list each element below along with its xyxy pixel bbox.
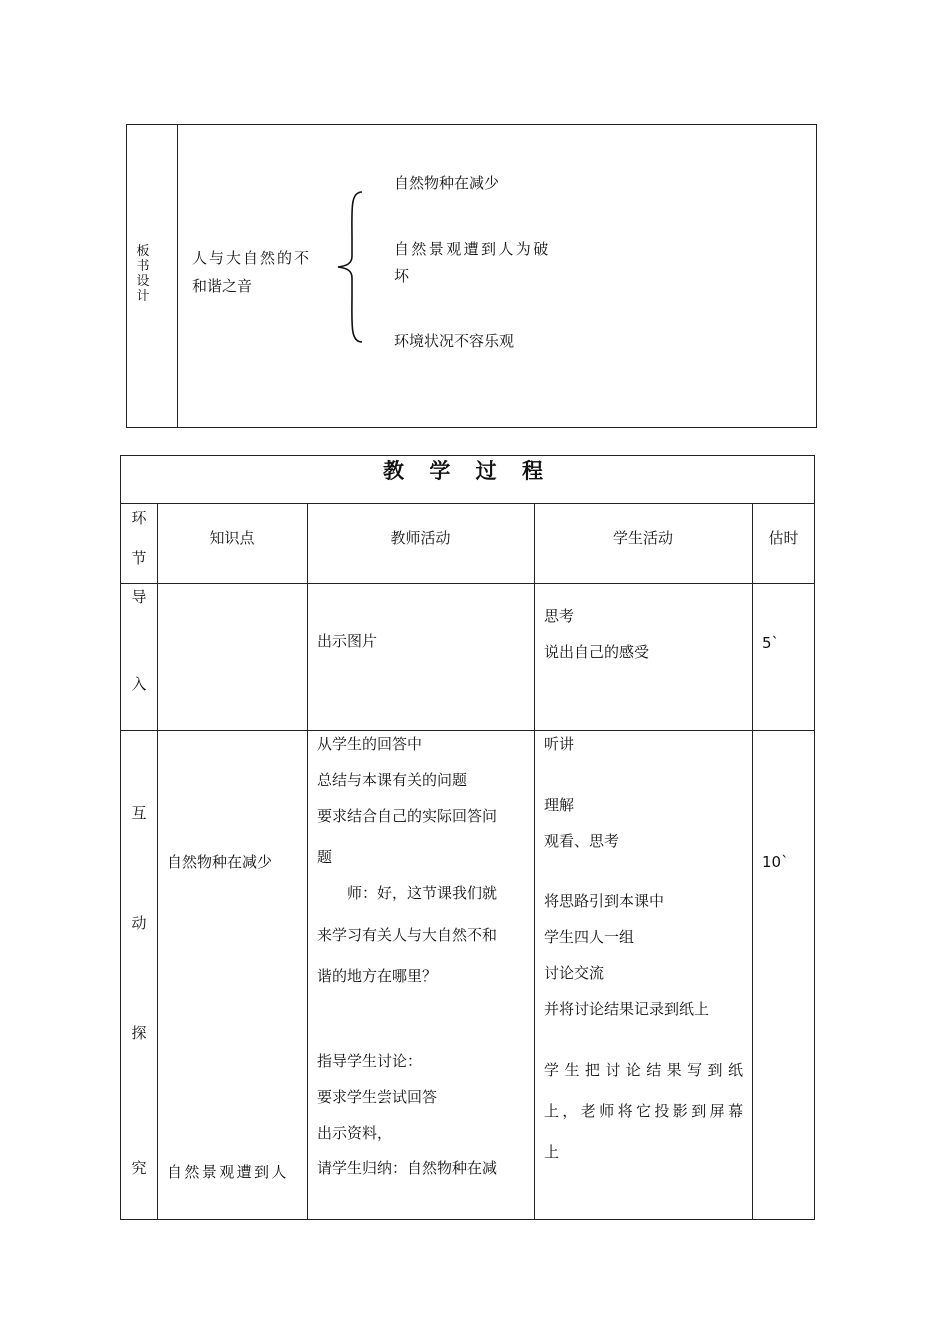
explore-knowledge-2: 自然景观遭到人 [167, 1163, 289, 1181]
explore-stage-char: 究 [131, 1159, 147, 1177]
intro-teacher-activity: 出示图片 [317, 632, 378, 650]
explore-student-line: 观看、思考 [544, 832, 620, 850]
explore-stage-char: 动 [131, 914, 147, 932]
header-time: 估时 [768, 529, 799, 547]
explore-student-line: 听讲 [544, 735, 575, 753]
explore-student-line: 将思路引到本课中 [544, 892, 665, 910]
explore-teacher-line: 从学生的回答中 [317, 735, 423, 753]
explore-knowledge-1: 自然物种在减少 [167, 853, 273, 871]
explore-student-line: 并将讨论结果记录到纸上 [544, 1000, 710, 1018]
intro-time: 5` [762, 634, 780, 652]
column-rule [157, 503, 158, 1220]
explore-teacher-line: 来学习有关人与大自然不和 [317, 926, 498, 944]
explore-teacher-line: 出示资料， [317, 1124, 393, 1142]
explore-student-line: 讨论交流 [544, 964, 605, 982]
board-divider [177, 124, 178, 428]
board-point-species: 自然物种在减少 [394, 174, 500, 192]
explore-student-line: 学生四人一组 [544, 928, 635, 946]
explore-stage-char: 探 [131, 1024, 147, 1042]
explore-teacher-line: 师：好，这节课我们就 [317, 884, 498, 902]
board-point-landscape-cont: 坏 [394, 267, 410, 285]
curly-brace-icon [334, 190, 364, 344]
board-topic-line2: 和谐之音 [192, 277, 253, 295]
board-label: 板书设计 [136, 244, 150, 304]
intro-stage-char2: 入 [131, 675, 147, 693]
column-rule [534, 503, 535, 1220]
header-teacher: 教师活动 [390, 529, 451, 547]
explore-student-line: 理解 [544, 796, 575, 814]
explore-stage-char: 互 [131, 804, 147, 822]
explore-teacher-line: 要求学生尝试回答 [317, 1088, 438, 1106]
explore-student-line: 上 [544, 1143, 560, 1161]
intro-stage-char1: 导 [131, 588, 147, 606]
explore-teacher-line: 指导学生讨论： [317, 1052, 423, 1070]
board-point-landscape: 自然景观遭到人为破 [394, 240, 551, 258]
intro-student-activity-2: 说出自己的感受 [544, 643, 650, 661]
explore-teacher-line: 请学生归纳：自然物种在减 [317, 1159, 498, 1177]
column-rule [752, 503, 753, 1220]
explore-teacher-line: 谐的地方在哪里？ [317, 967, 438, 985]
explore-teacher-line: 总结与本课有关的问题 [317, 771, 468, 789]
explore-time: 10` [762, 853, 789, 871]
board-topic-line1: 人与大自然的不 [192, 249, 312, 267]
explore-teacher-line: 要求结合自己的实际回答问 [317, 807, 498, 825]
column-rule [307, 503, 308, 1220]
table-rule [120, 730, 815, 731]
header-stage-char1: 环 [131, 509, 147, 527]
intro-student-activity-1: 思考 [544, 607, 575, 625]
header-student: 学生活动 [612, 529, 673, 547]
table-rule [120, 583, 815, 584]
board-point-environment: 环境状况不容乐观 [394, 332, 515, 350]
process-title: 教 学 过 程 [383, 458, 552, 483]
header-stage-char2: 节 [131, 549, 147, 567]
explore-student-line: 学生把讨论结果写到纸 [544, 1061, 743, 1079]
table-rule [120, 503, 815, 504]
explore-teacher-line: 题 [317, 848, 333, 866]
header-knowledge: 知识点 [209, 529, 255, 547]
explore-student-line: 上，老师将它投影到屏幕 [544, 1102, 743, 1120]
